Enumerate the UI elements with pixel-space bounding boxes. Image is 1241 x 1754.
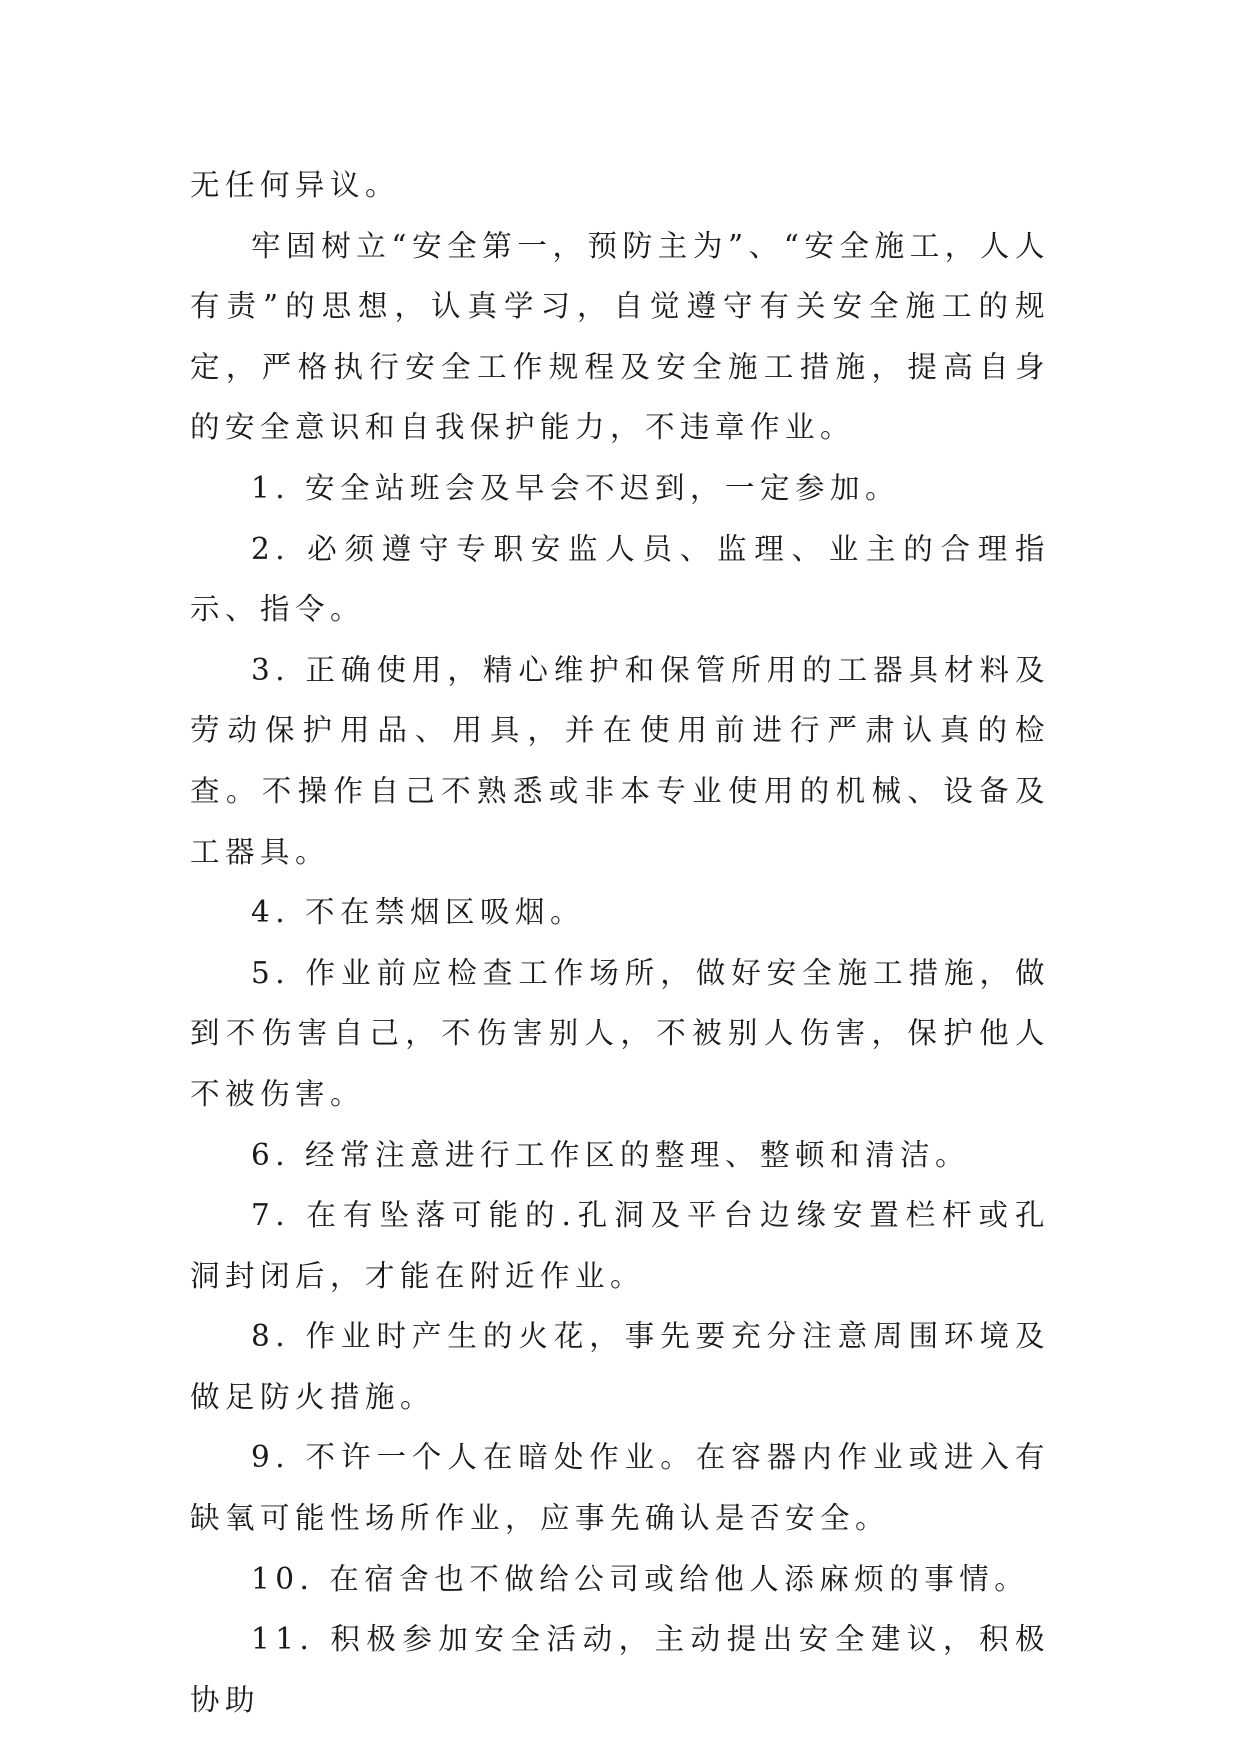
- list-item-1: 1. 安全站班会及早会不迟到，一定参加。: [251, 470, 901, 505]
- paragraph-safety-principle: 牢固树立“安全第一，预防主为”、“安全施工，人人有责”的思想，认真学习，自觉遵守有关安全施工的规定，严格执行安全工作规程及安全施工措施，提高自身的安全意识和自我保护能力，不违章作业。: [190, 228, 1050, 445]
- paragraph-continuation: 无任何异议。: [190, 168, 401, 202]
- list-item-11: 11. 积极参加安全活动，主动提出安全建议，积极协助: [190, 1622, 1050, 1717]
- list-item-6: 6. 经常注意进行工作区的整理、整顿和清洁。: [251, 1137, 971, 1172]
- list-item-5: 5. 作业前应检查工作场所，做好安全施工措施，做到不伤害自己，不伤害别人，不被别人伤害，保护他人不被伤害。: [190, 955, 1050, 1111]
- list-item-10: 10. 在宿舍也不做给公司或给他人添麻烦的事情。: [251, 1561, 1030, 1596]
- list-item-7: 7. 在有坠落可能的.孔洞及平台边缘安置栏杆或孔洞封闭后，才能在附近作业。: [190, 1198, 1050, 1293]
- list-item-4: 4. 不在禁烟区吸烟。: [251, 895, 586, 930]
- list-item-9: 9. 不许一个人在暗处作业。在容器内作业或进入有缺氧可能性场所作业，应事先确认是否安全。: [190, 1440, 1050, 1536]
- list-item-2: 2. 必须遵守专职安监人员、监理、业主的合理指示、指令。: [190, 531, 1050, 627]
- list-item-8: 8. 作业时产生的火花，事先要充分注意周围环境及做足防火措施。: [190, 1319, 1050, 1414]
- document-body: [190, 155, 1050, 1730]
- list-item-3: 3. 正确使用，精心维护和保管所用的工器具材料及劳动保护用品、用具，并在使用前进行严肃认真的检查。不操作自己不熟悉或非本专业使用的机械、设备及工器具。: [190, 652, 1050, 869]
